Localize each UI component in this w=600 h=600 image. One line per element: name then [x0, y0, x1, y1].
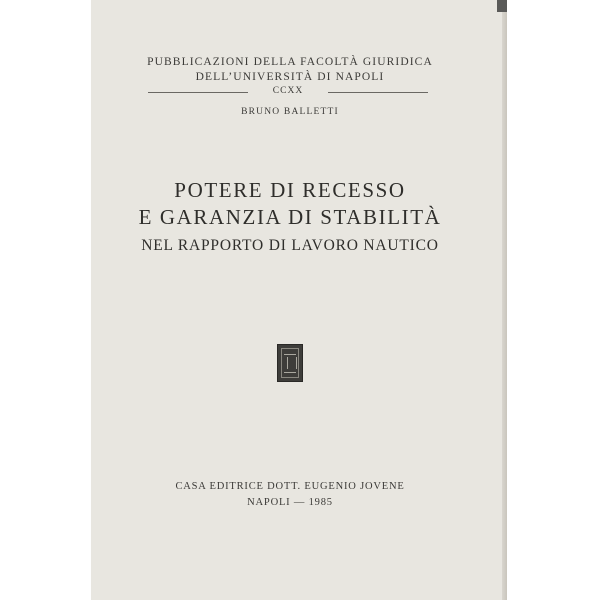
series-number: CCXX	[272, 86, 304, 96]
book-subtitle: NEL RAPPORTO DI LAVORO NAUTICO	[141, 237, 439, 254]
emblem-bar-bottom	[284, 372, 296, 373]
divider-left	[148, 92, 248, 93]
book-title-line-2: E GARANZIA DI STABILITÀ	[138, 205, 442, 229]
book-title-line-1: POTERE DI RECESSO	[174, 178, 406, 202]
cover-edge	[502, 0, 507, 600]
series-title-line-1: PUBBLICAZIONI DELLA FACOLTÀ GIURIDICA	[147, 56, 433, 68]
publisher-emblem-icon	[277, 344, 303, 382]
divider-right	[328, 92, 428, 93]
series-number-row	[148, 86, 428, 98]
emblem-mark	[287, 357, 297, 369]
publisher-name: CASA EDITRICE DOTT. EUGENIO JOVENE	[175, 481, 405, 492]
publication-place-year: NAPOLI — 1985	[247, 497, 333, 508]
series-title-line-2: DELL’UNIVERSITÀ DI NAPOLI	[195, 71, 385, 83]
emblem-bar-top	[284, 354, 296, 355]
emblem-frame	[281, 348, 299, 378]
cover-corner	[497, 0, 507, 12]
author-name: BRUNO BALLETTI	[241, 107, 339, 117]
